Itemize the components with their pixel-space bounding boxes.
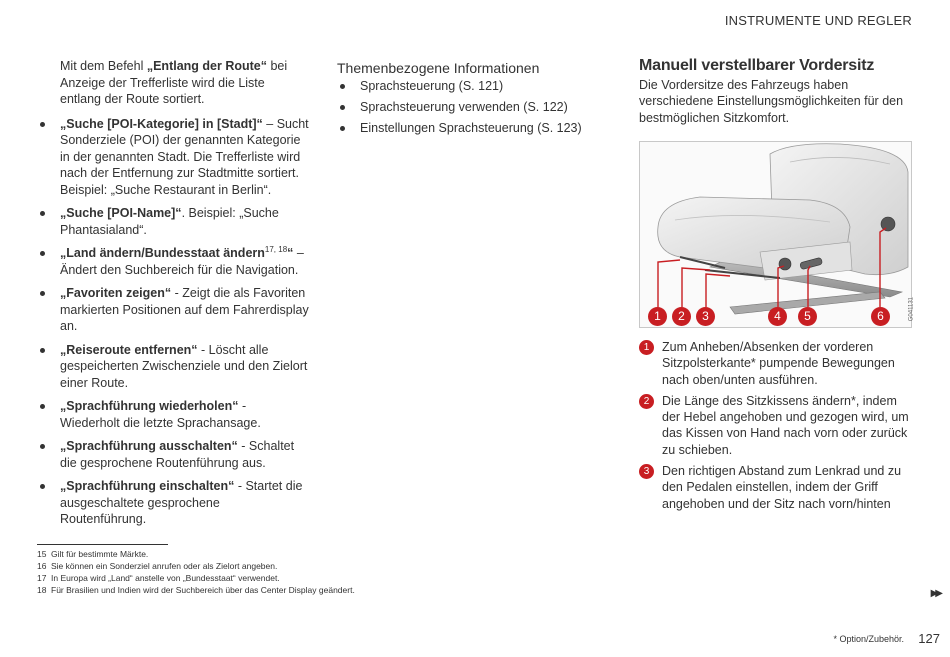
list-item — [37, 245, 309, 278]
footnote — [37, 572, 355, 584]
number-badge: 3 — [639, 464, 654, 479]
command-description: - Wiederholt die letzte Sprachansage. — [60, 399, 261, 430]
footnote-number: 16 — [37, 561, 47, 571]
command-description: - Löscht alle gespeicherten Zwischenziele und den Zielort einer Route. — [60, 342, 308, 390]
next-page-arrow-icon[interactable]: ▶▶ — [930, 588, 940, 599]
option-note: * Option/Zubehör. — [833, 634, 904, 644]
footnote-text: Für Brasilien und Indien wird der Suchbereich über das Center Display geändert. — [51, 585, 355, 595]
related-info-column — [337, 60, 607, 141]
item-text: Die Länge des Sitzkissens ändern*, indem der Hebel angehoben und gezogen wird, um das Kissen von Hand nach vorn oder zurück zu schieben. — [662, 393, 909, 457]
footnote — [37, 548, 355, 560]
footnote-number: 15 — [37, 549, 47, 559]
item-text: Den richtigen Abstand zum Lenkrad und zu den Pedalen einstellen, indem der Griff angehoben und der Sitz nach vorn/hinten — [662, 464, 902, 511]
intro-command: „Entlang der Route“ — [146, 59, 267, 73]
footnote-number: 18 — [37, 585, 47, 595]
list-item — [37, 438, 309, 471]
list-item — [37, 342, 309, 392]
command-description: – Sucht Sonderziele (POI) der genannten Kategorie in der genannten Stadt. Die Trefferliste wird nach der Entfernung zur Stadtmitte sortiert. Beispiel: „Suche Restaurant in Berlin“. — [60, 116, 309, 197]
list-item — [37, 116, 309, 199]
item-text: Zum Anheben/Absenken der vorderen Sitzpolsterkante* pumpende Bewegungen nach oben/unten ausführen. — [662, 340, 895, 387]
footnote-divider — [37, 544, 168, 545]
list-item — [37, 478, 309, 528]
footnote-ref[interactable]: 17, 18 — [264, 244, 288, 254]
footnotes — [37, 548, 355, 596]
seat-heading: Manuell verstellbarer Vordersitz — [639, 57, 875, 74]
seat-drawing — [640, 142, 913, 329]
marker-5: 5 — [798, 307, 817, 326]
related-link[interactable]: Sprachsteuerung (S. 121) — [337, 78, 607, 95]
command-description: - Startet die ausgeschaltete gesprochene Routenführung. — [60, 479, 303, 526]
related-links — [337, 78, 607, 137]
command-name: „Favoriten zeigen“ — [60, 286, 172, 300]
command-name: „Sprachführung ausschalten“ — [60, 439, 238, 453]
number-badge: 1 — [639, 340, 654, 355]
footnote — [37, 560, 355, 572]
intro-paragraph — [60, 58, 309, 108]
command-description: . Beispiel: „Suche Phantasialand“. — [60, 206, 279, 237]
right-column — [639, 58, 914, 126]
list-item — [37, 205, 309, 238]
command-name: „Sprachführung wiederholen“ — [60, 399, 239, 413]
marker-2: 2 — [672, 307, 691, 326]
list-item — [639, 339, 914, 388]
footnote — [37, 584, 355, 596]
command-description: – Ändert den Suchbereich für die Navigation. — [60, 246, 304, 277]
list-item — [37, 285, 309, 335]
related-link[interactable]: Einstellungen Sprachsteuerung (S. 123) — [337, 120, 607, 137]
command-name: „Land ändern/Bundesstaat ändern — [60, 246, 265, 260]
figure-code: G041131 — [908, 297, 914, 322]
footnote-number: 17 — [37, 573, 47, 583]
command-description: - Schaltet die gesprochene Routenführung aus. — [60, 439, 295, 470]
seat-illustration — [639, 141, 912, 328]
intro-text-pre: Mit dem Befehl — [60, 59, 147, 73]
list-item — [37, 398, 309, 431]
marker-6: 6 — [871, 307, 890, 326]
footnote-text: Sie können ein Sonderziel anrufen oder als Zielort angeben. — [51, 561, 278, 571]
command-name: „Reiseroute entfernen“ — [60, 342, 198, 357]
command-name: „Suche [POI-Name]“ — [60, 206, 182, 220]
seat-controls-list — [639, 339, 914, 517]
command-name: „Suche [POI-Kategorie] in [Stadt]“ — [60, 116, 263, 131]
number-badge: 2 — [639, 394, 654, 409]
marker-4: 4 — [768, 307, 787, 326]
page-number: 127 — [918, 631, 940, 646]
list-item — [639, 393, 914, 458]
seat-lead: Die Vordersitze des Fahrzeugs haben verschiedene Einstellungsmöglichkeiten für den bestmöglichen Sitzkomfort. — [639, 77, 904, 125]
footnote-text: Gilt für bestimmte Märkte. — [51, 549, 149, 559]
related-link[interactable]: Sprachsteuerung verwenden (S. 122) — [337, 99, 607, 116]
marker-1: 1 — [648, 307, 667, 326]
section-title: INSTRUMENTE UND REGLER — [724, 13, 912, 28]
command-description: - Zeigt die als Favoriten markierten Positionen auf dem Fahrerdisplay an. — [60, 286, 309, 333]
command-name-end: “ — [287, 246, 294, 260]
marker-3: 3 — [696, 307, 715, 326]
voice-command-list — [37, 116, 309, 528]
left-column — [37, 58, 309, 535]
related-info-heading: Themenbezogene Informationen — [337, 60, 540, 76]
intro-text-post: bei Anzeige der Trefferliste wird die Liste entlang der Route sortiert. — [60, 59, 288, 106]
list-item — [639, 463, 914, 512]
footnote-text: In Europa wird „Land“ anstelle von „Bundesstaat“ verwendet. — [51, 573, 280, 583]
command-name: „Sprachführung einschalten“ — [60, 479, 235, 493]
